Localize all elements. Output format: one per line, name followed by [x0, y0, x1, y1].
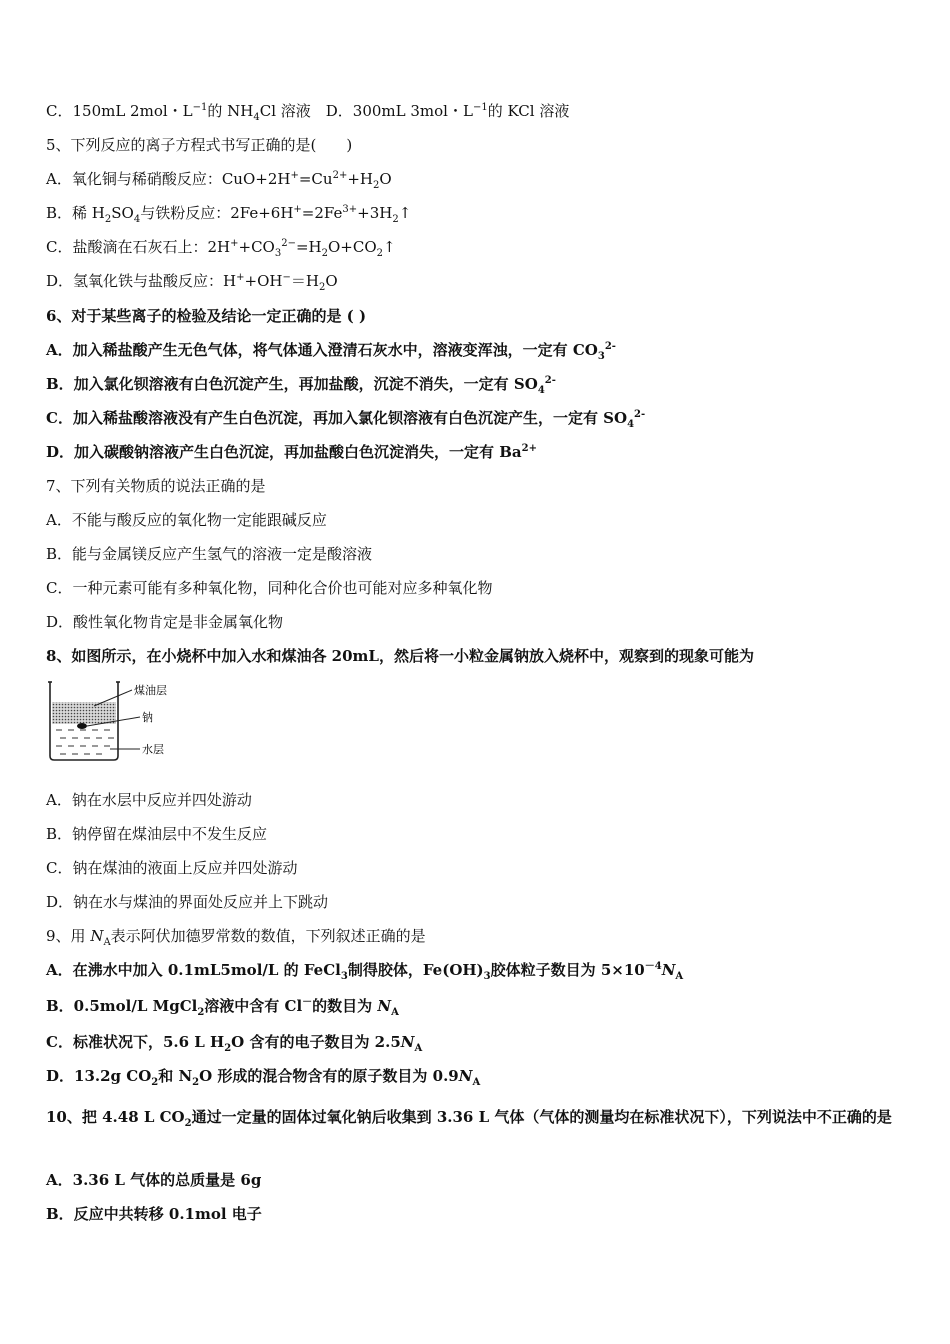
q10-option-b: B．反应中共转移 0.1mol 电子 [46, 1205, 262, 1223]
q6-option-b: B．加入氯化钡溶液有白色沉淀产生，再加盐酸，沉淀不消失，一定有 $SO_4^{2-}$ [46, 375, 556, 396]
kerosene-layer [52, 702, 116, 724]
q6-option-a: A．加入稀盐酸产生无色气体，将气体通入澄清石灰水中，溶液变浑浊，一定有 $CO_3^{2-}$ [46, 341, 616, 362]
beaker-diagram [46, 676, 186, 766]
q7-option-b: B．能与金属镁反应产生氢气的溶液一定是酸溶液 [46, 545, 373, 563]
q5-option-b: B．稀 $H_2SO_4$与铁粉反应：$2Fe+6H^+=2Fe^{3+}+3H_2↑$ [46, 204, 412, 225]
q6-stem: 6、对于某些离子的检验及结论一定正确的是 ( ) [46, 307, 367, 325]
q9-option-c: C．标准状况下，5.6 L $H_2O$ 含有的电子数目为 $2.5N_A$ [46, 1033, 423, 1054]
q6-option-c: C．加入稀盐酸溶液没有产生白色沉淀，再加入氯化钡溶液有白色沉淀产生，一定有 $SO_4^{2-}$ [46, 409, 646, 430]
beaker-figure [46, 676, 186, 766]
water-layer [56, 730, 114, 754]
q5-option-a: A．氧化铜与稀硝酸反应：$CuO+2H^+=Cu^{2+}+H_2O$ [46, 170, 392, 191]
q6-option-d: D．加入碳酸钠溶液产生白色沉淀，再加盐酸白色沉淀消失，一定有 $Ba^{2+}$ [46, 443, 537, 461]
label-sodium: 钠 [142, 711, 153, 724]
q5-option-c: C．盐酸滴在石灰石上：$2H^++CO_3^{2-}=H_2O+CO_2↑$ [46, 238, 396, 259]
q10-stem: 10、把 4.48 L $CO_2$通过一定量的固体过氧化钠后收集到 3.36 L 气体（气体的测量均在标准状况下），下列说法中不正确的是 [46, 1108, 892, 1129]
q5-stem: 5、下列反应的离子方程式书写正确的是( ) [46, 136, 353, 154]
q7-option-c: C．一种元素可能有多种氧化物，同种化合价也可能对应多种氧化物 [46, 579, 493, 597]
q9-option-b: B．0.5mol/L MgCl$_2$溶液中含有 Cl－的数目为 $N_A$ [46, 997, 399, 1018]
q8-option-d: D．钠在水与煤油的界面处反应并上下跳动 [46, 893, 329, 911]
q5-option-d: D．氢氧化铁与盐酸反应：$H^++OH^-=H_2O$ [46, 272, 338, 293]
label-water: 水层 [142, 743, 164, 756]
q8-stem: 8、如图所示，在小烧杯中加入水和煤油各 20mL，然后将一小粒金属钠放入烧杯中，观察到的现象可能为 [46, 647, 754, 665]
q8-option-c: C．钠在煤油的液面上反应并四处游动 [46, 859, 298, 877]
q9-option-d: D．13.2g $CO_2$和 $N_2O$ 形成的混合物含有的原子数目为 $0.9N_A$ [46, 1067, 481, 1088]
q10-option-a: A．3.36 L 气体的总质量是 6g [46, 1171, 262, 1189]
q7-option-d: D．酸性氧化物肯定是非金属氧化物 [46, 613, 284, 631]
q9-stem: 9、用 $N_A$表示阿伏加德罗常数的数值，下列叙述正确的是 [46, 927, 426, 948]
q7-stem: 7、下列有关物质的说法正确的是 [46, 477, 266, 495]
q8-option-b: B．钠停留在煤油层中不发生反应 [46, 825, 268, 843]
q4-options-cd: C．150mL 2mol・$L^{-1}$的 $NH_4Cl$ 溶液 D．300mL 3mol・$L^{-1}$的 KCl 溶液 [46, 102, 570, 123]
q7-option-a: A．不能与酸反应的氧化物一定能跟碱反应 [46, 511, 327, 529]
q9-option-a: A．在沸水中加入 0.1mL5mol/L 的 FeCl$_3$制得胶体，$Fe(OH)_3$胶体粒子数目为 $5\times 10^{-4}N_A$ [46, 961, 684, 982]
label-kerosene: 煤油层 [134, 684, 167, 697]
q8-option-a: A．钠在水层中反应并四处游动 [46, 791, 252, 809]
sodium-piece [77, 723, 87, 729]
